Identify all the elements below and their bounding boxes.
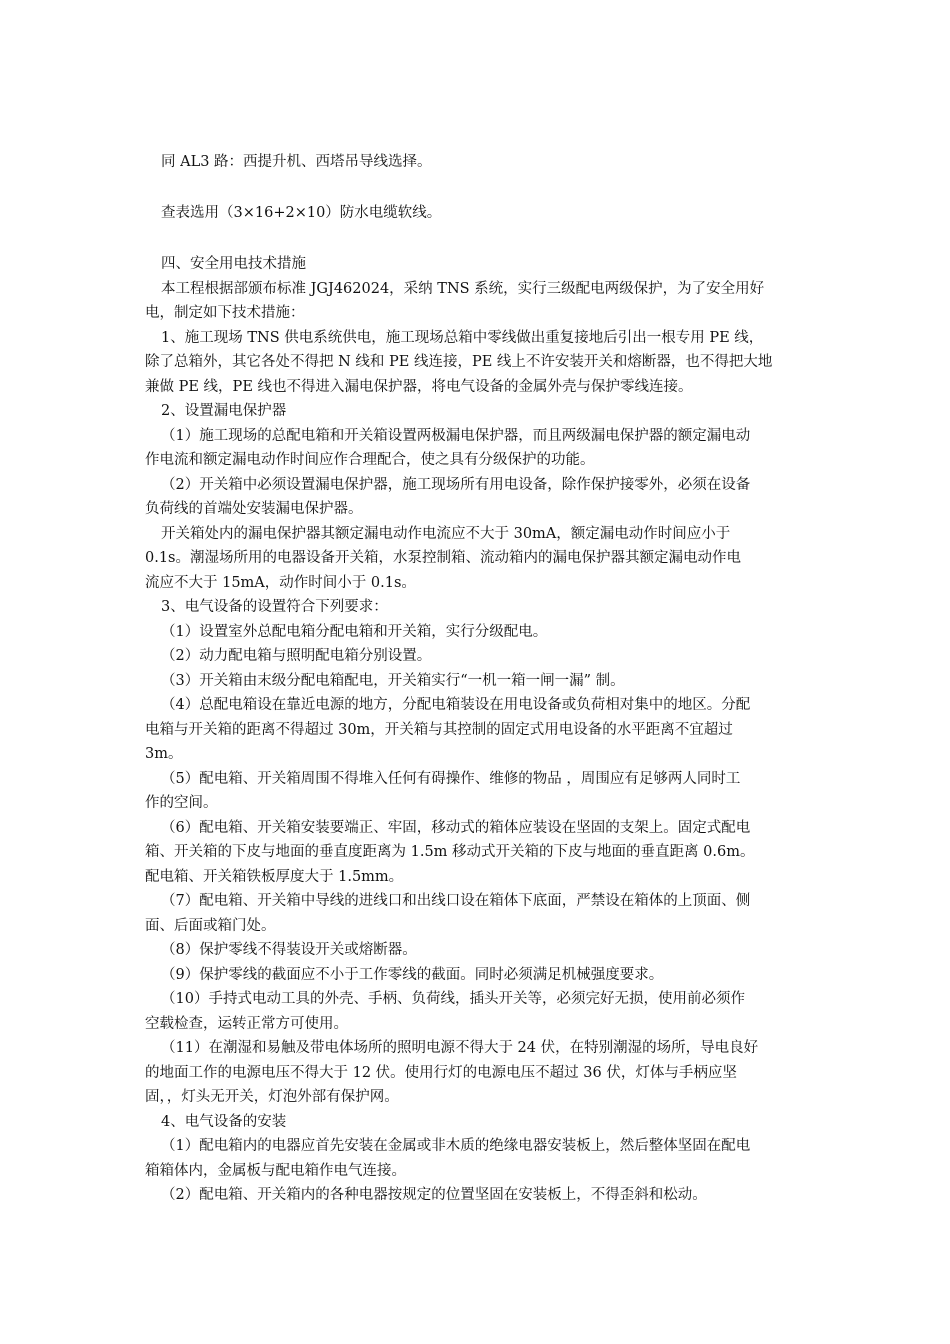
text-line: （11）在潮湿和易触及带电体场所的照明电源不得大于 24 伏，在特别潮湿的场所，导电良好	[161, 1040, 759, 1056]
text-line: （3）开关箱由末级分配电箱配电，开关箱实行“一机一箱一闸一漏” 制。	[161, 673, 625, 689]
text-line: （9）保护零线的截面应不小于工作零线的截面。同时必须满足机械强度要求。	[161, 967, 664, 983]
text-line: 作电流和额定漏电动作时间应作合理配合，使之具有分级保护的功能。	[145, 452, 595, 468]
subsection-heading: 4、电气设备的安装	[161, 1114, 287, 1130]
text-line: （10）手持式电动工具的外壳、手柄、负荷线，插头开关等，必须完好无损，使用前必须作	[161, 991, 745, 1007]
text-line: （1）设置室外总配电箱分配电箱和开关箱，实行分级配电。	[161, 624, 548, 640]
subsection-heading: 2、设置漏电保护器	[161, 403, 287, 419]
text-line: 空载检查，运转正常方可使用。	[145, 1016, 348, 1032]
text-line: 电箱与开关箱的距离不得超过 30m，开关箱与其控制的固定式用电设备的水平距离不宜超过	[145, 722, 733, 738]
text-line: 查表选用（3×16+2×10）防水电缆软线。	[161, 205, 442, 221]
text-line: 面、后面或箱门处。	[145, 918, 276, 934]
text-line: 配电箱、开关箱铁板厚度大于 1.5mm。	[145, 869, 404, 885]
text-line: （4）总配电箱设在靠近电源的地方，分配电箱装设在用电设备或负荷相对集中的地区。分配	[161, 697, 751, 713]
text-line: 开关箱处内的漏电保护器其额定漏电动作电流应不大于 30mA，额定漏电动作时间应小于	[161, 526, 731, 542]
text-line: 箱、开关箱的下皮与地面的垂直度距离为 1.5m 移动式开关箱的下皮与地面的垂直距离 0.6m。	[145, 844, 755, 860]
text-line: 固，，灯头无开关，灯泡外部有保护网。	[145, 1089, 399, 1105]
text-line: 流应不大于 15mA，动作时间小于 0.1s。	[145, 575, 416, 591]
text-line: （2）配电箱、开关箱内的各种电器按规定的位置坚固在安装板上，不得歪斜和松动。	[161, 1187, 707, 1203]
text-line: （5）配电箱、开关箱周围不得堆入任何有碍操作、维修的物品 ，周围应有足够两人同时工	[161, 771, 741, 787]
text-line: 负荷线的首端处安装漏电保护器。	[145, 501, 363, 517]
text-line: （2）动力配电箱与照明配电箱分别设置。	[161, 648, 432, 664]
text-line: 同 AL3 路：西提升机、西塔吊导线选择。	[161, 154, 432, 170]
text-line: （2）开关箱中必须设置漏电保护器，施工现场所有用电设备，除作保护接零外，必须在设备	[161, 477, 751, 493]
text-line: 0.1s。潮湿场所用的电器设备开关箱，水泵控制箱、流动箱内的漏电保护器其额定漏电动作电	[145, 550, 741, 566]
text-line: 的地面工作的电源电压不得大于 12 伏。使用行灯的电源电压不超过 36 伏，灯体与手柄应坚	[145, 1065, 737, 1081]
text-line: （6）配电箱、开关箱安装要端正、牢固，移动式的箱体应装设在坚固的支架上。固定式配电	[161, 820, 751, 836]
text-line: 箱箱体内，金属板与配电箱作电气连接。	[145, 1163, 406, 1179]
text-line: 作的空间。	[145, 795, 218, 811]
text-line: （1）施工现场的总配电箱和开关箱设置两极漏电保护器，而且两级漏电保护器的额定漏电动	[161, 428, 751, 444]
text-line: 3m。	[145, 746, 183, 762]
text-line: （1）配电箱内的电器应首先安装在金属或非木质的绝缘电器安装板上，然后整体坚固在配电	[161, 1138, 751, 1154]
text-line: 电，制定如下技术措施：	[145, 305, 305, 321]
text-line: （8）保护零线不得装设开关或熔断器。	[161, 942, 417, 958]
text-line: 除了总箱外，其它各处不得把 N 线和 PE 线连接，PE 线上不许安装开关和熔断器，也不得把大地	[145, 354, 773, 370]
subsection-heading: 3、电气设备的设置符合下列要求：	[161, 599, 388, 615]
text-line: 1、施工现场 TNS 供电系统供电，施工现场总箱中零线做出重复接地后引出一根专用 PE 线，	[161, 330, 764, 346]
text-line: 兼做 PE 线，PE 线也不得进入漏电保护器，将电气设备的金属外壳与保护零线连接。	[145, 379, 693, 395]
text-line: 本工程根据部颁布标准 JGJ462024，采纳 TNS 系统，实行三级配电两级保护，为了安全用好	[161, 281, 765, 297]
text-line: （7）配电箱、开关箱中导线的进线口和出线口设在箱体下底面，严禁设在箱体的上顶面、侧	[161, 893, 751, 909]
section-heading: 四、安全用电技术措施	[161, 256, 306, 272]
